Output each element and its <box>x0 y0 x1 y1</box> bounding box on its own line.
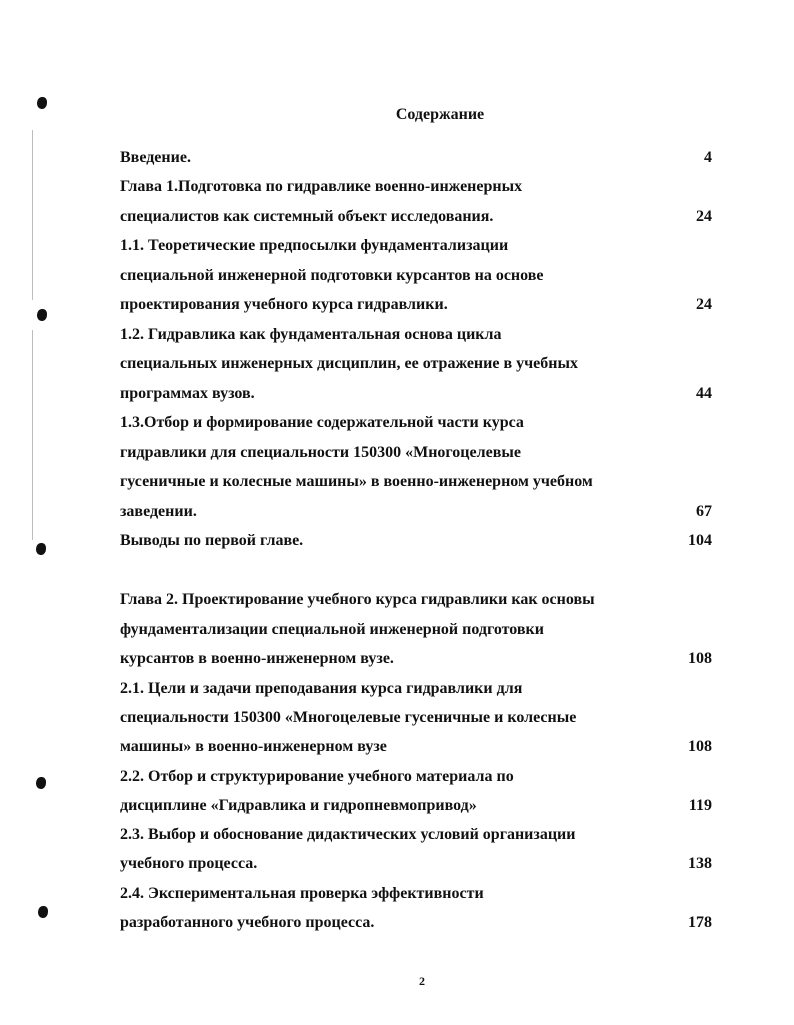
toc-entry-text: курсантов в военно-инженерном вузе. <box>120 650 394 667</box>
toc-entry-text: Глава 1.Подготовка по гидравлике военно-инженерных <box>120 178 523 195</box>
toc-entry-text: 1.1. Теоретические предпосылки фундаментализации <box>120 237 509 254</box>
toc-entry-text: Глава 2. Проектирование учебного курса гидравлики как основы <box>120 591 595 608</box>
toc-entry-text: проектирования учебного курса гидравлики. <box>120 296 448 313</box>
toc-entry-page: 119 <box>688 797 712 814</box>
toc-entry-text: фундаментализации специальной инженерной подготовки <box>120 621 544 638</box>
toc-entry-page: 24 <box>696 208 712 225</box>
toc-entry-page: 178 <box>688 914 712 931</box>
toc-entry-page: 108 <box>688 650 712 667</box>
toc-entry-text: специалистов как системный объект исследования. <box>120 208 494 225</box>
toc-entry-text: Выводы по первой главе. <box>120 532 304 549</box>
toc-entry-text: гусеничные и колесные машины» в военно-инженерном учебном <box>120 473 593 490</box>
page-number: 2 <box>419 974 425 988</box>
toc-entry-text: 2.2. Отбор и структурирование учебного материала по <box>120 768 514 785</box>
toc-entry-text: специальности 150300 «Многоцелевые гусеничные и колесные <box>120 709 577 726</box>
toc-entry-page: 4 <box>704 149 712 166</box>
toc-entry-text: 1.3.Отбор и формирование содержательной части курса <box>120 414 524 431</box>
toc-entry-text: 1.2. Гидравлика как фундаментальная основа цикла <box>120 326 502 343</box>
toc-entry-page: 108 <box>688 738 712 755</box>
toc-entry-text: дисциплине «Гидравлика и гидропневмопривод» <box>120 797 477 814</box>
toc-entry-text: программах вузов. <box>120 385 255 402</box>
toc-entry-text: 2.3. Выбор и обоснование дидактических условий организации <box>120 826 576 843</box>
toc-entry-page: 44 <box>696 385 712 402</box>
toc-entry-text: 2.4. Экспериментальная проверка эффективности <box>120 885 484 902</box>
binding-hole-mark <box>36 777 46 789</box>
toc-entry-text: специальной инженерной подготовки курсантов на основе <box>120 267 544 284</box>
toc-entry-page: 138 <box>688 855 712 872</box>
toc-entry-page: 67 <box>696 503 712 520</box>
margin-scan-line <box>32 130 33 300</box>
toc-entry-text: 2.1. Цели и задачи преподавания курса гидравлики для <box>120 680 523 697</box>
toc-entry-text: учебного процесса. <box>120 855 258 872</box>
margin-scan-line <box>32 330 33 540</box>
toc-entry-text: разработанного учебного процесса. <box>120 914 375 931</box>
binding-hole-mark <box>36 543 46 555</box>
toc-entry-page: 24 <box>696 296 712 313</box>
toc-entry-text: гидравлики для специальности 150300 «Многоцелевые <box>120 444 521 461</box>
toc-entry-text: заведении. <box>120 503 197 520</box>
toc-entry-text: Введение. <box>120 149 191 166</box>
toc-entry-text: машины» в военно-инженерном вузе <box>120 738 387 755</box>
binding-hole-mark <box>38 906 48 918</box>
toc-entry-page: 104 <box>688 532 712 549</box>
binding-hole-mark <box>37 309 47 321</box>
page-title: Содержание <box>395 106 485 123</box>
toc-entry-text: специальных инженерных дисциплин, ее отражение в учебных <box>120 355 578 372</box>
